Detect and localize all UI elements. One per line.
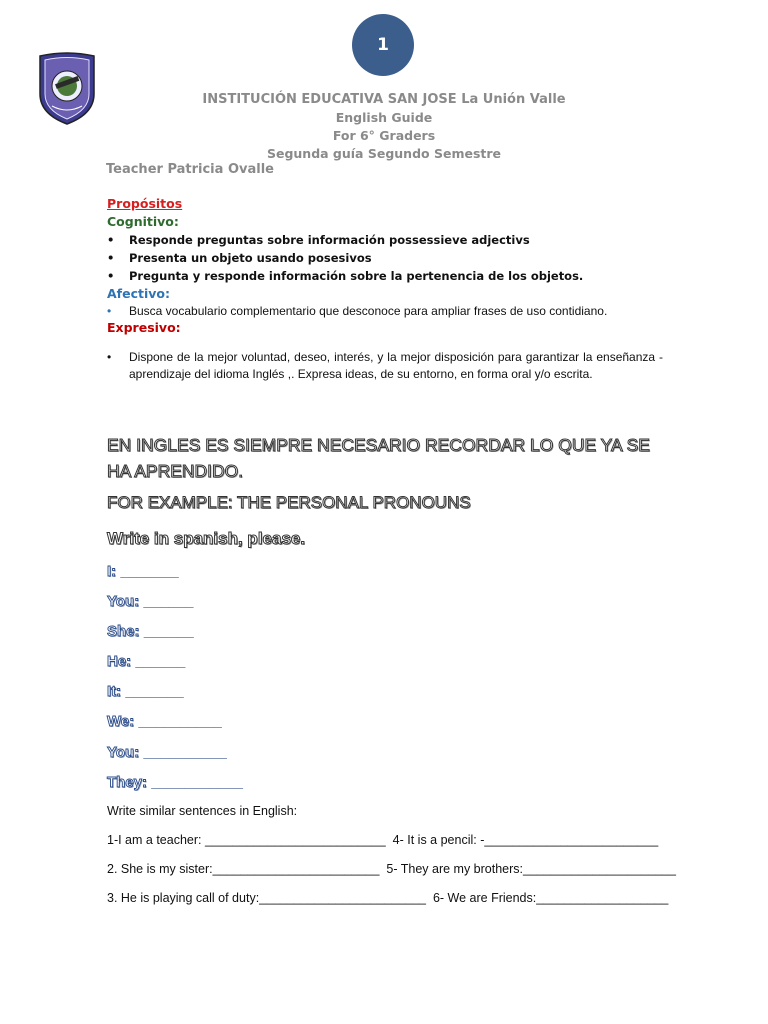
cognitivo-item: • Pregunta y responde información sobre la pertenencia de los objetos. <box>107 269 584 283</box>
pronoun-line: It: _______ <box>107 683 184 700</box>
pronoun-line: You: ______ <box>107 593 194 610</box>
sentences-instruction: Write similar sentences in English: <box>107 804 298 818</box>
reminder-heading: EN INGLES ES SIEMPRE NECESARIO RECORDAR LO QUE YA SE HA APRENDIDO. <box>107 435 650 481</box>
pronoun-line: She: ______ <box>107 623 194 640</box>
afectivo-item: • Busca vocabulario complementario que desconoce para ampliar frases de uso contidiano. <box>107 304 608 318</box>
expresivo-item: • Dispone de la mejor voluntad, deseo, interés, y la mejor disposición para garantizar la enseñanza -aprendizaje del idioma Inglés ,. Expresa ideas, de su entorno, en forma oral y/o escrita. <box>107 350 663 381</box>
guide-grade: For 6° Graders <box>332 128 436 143</box>
teacher-name: Teacher Patricia Ovalle <box>106 162 274 177</box>
sentence-line: 1-I am a teacher: __________________________ 4- It is a pencil: -_________________________ <box>107 833 659 847</box>
cognitivo-item: • Responde preguntas sobre información possessieve adjectivs <box>107 233 530 247</box>
cognitivo-item: • Presenta un objeto usando posesivos <box>107 251 372 265</box>
sentence-line: 3. He is playing call of duty:________________________ 6- We are Friends:___________________ <box>107 891 669 905</box>
instruction-heading: Write in spanish, please. <box>107 529 306 548</box>
example-heading: FOR EXAMPLE: THE PERSONAL PRONOUNS <box>107 493 471 512</box>
pronoun-line: They: ___________ <box>107 774 243 791</box>
sentence-line: 2. She is my sister:________________________ 5- They are my brothers:______________________ <box>107 862 676 876</box>
institution-title: INSTITUCIÓN EDUCATIVA SAN JOSE La Unión Valle <box>202 92 566 107</box>
guide-term: Segunda guía Segundo Semestre <box>266 146 502 161</box>
pronoun-line: He: ______ <box>107 653 186 670</box>
pronoun-line: You: __________ <box>107 744 227 761</box>
page-number-badge: 1 <box>352 14 414 76</box>
pronoun-line: I: _______ <box>107 563 179 580</box>
afectivo-label: Afectivo: <box>107 286 170 301</box>
guide-subject: English Guide <box>335 110 433 125</box>
purposes-title: Propósitos <box>107 196 183 211</box>
expresivo-label: Expresivo: <box>107 320 181 335</box>
cognitivo-label: Cognitivo: <box>107 214 179 229</box>
pronoun-line: We: __________ <box>107 713 222 730</box>
